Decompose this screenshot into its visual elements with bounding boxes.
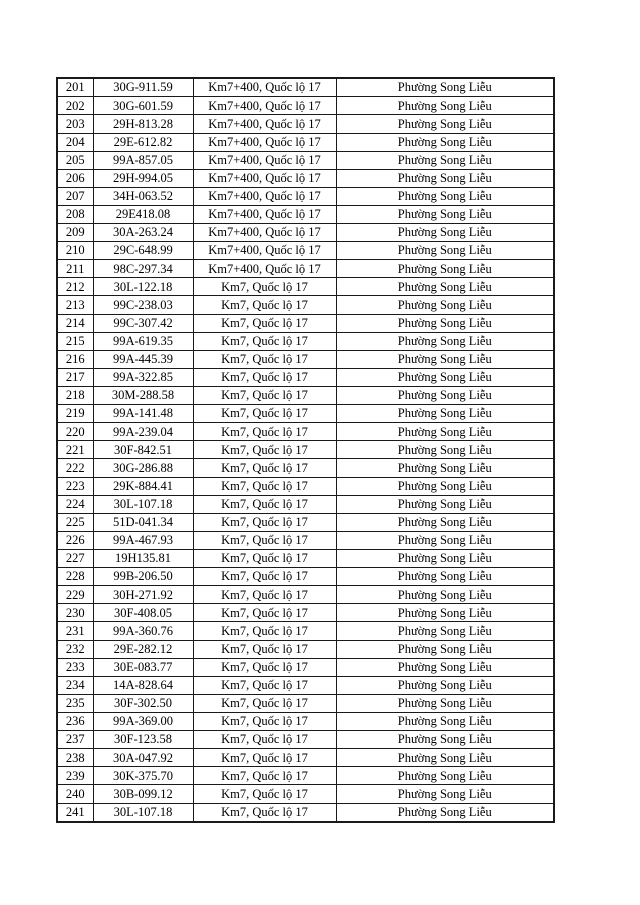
table-row [57, 441, 554, 459]
table-row [57, 586, 554, 604]
cell-license-plate: 30H-271.92 [93, 586, 193, 604]
cell-ward: Phường Song Liễu [336, 785, 554, 803]
cell-location: Km7, Quốc lộ 17 [193, 459, 336, 477]
cell-license-plate: 30F-842.51 [93, 441, 193, 459]
cell-license-plate: 30M-288.58 [93, 387, 193, 405]
table-row [57, 278, 554, 296]
table-row [57, 169, 554, 187]
cell-license-plate: 29K-884.41 [93, 477, 193, 495]
table-row [57, 803, 554, 822]
cell-location: Km7, Quốc lộ 17 [193, 332, 336, 350]
cell-ward: Phường Song Liễu [336, 368, 554, 386]
cell-ward: Phường Song Liễu [336, 586, 554, 604]
cell-location: Km7, Quốc lộ 17 [193, 803, 336, 822]
cell-ward: Phường Song Liễu [336, 731, 554, 749]
table-row [57, 296, 554, 314]
cell-row-number: 212 [57, 278, 93, 296]
cell-row-number: 239 [57, 767, 93, 785]
cell-ward: Phường Song Liễu [336, 242, 554, 260]
cell-ward: Phường Song Liễu [336, 405, 554, 423]
cell-row-number: 227 [57, 550, 93, 568]
cell-row-number: 203 [57, 115, 93, 133]
cell-ward: Phường Song Liễu [336, 477, 554, 495]
cell-row-number: 231 [57, 622, 93, 640]
cell-license-plate: 29H-994.05 [93, 169, 193, 187]
cell-row-number: 217 [57, 368, 93, 386]
cell-license-plate: 30E-083.77 [93, 658, 193, 676]
table-row [57, 459, 554, 477]
cell-ward: Phường Song Liễu [336, 78, 554, 97]
cell-row-number: 226 [57, 531, 93, 549]
cell-ward: Phường Song Liễu [336, 169, 554, 187]
cell-ward: Phường Song Liễu [336, 713, 554, 731]
cell-license-plate: 99A-619.35 [93, 332, 193, 350]
table-row [57, 151, 554, 169]
cell-license-plate: 30L-107.18 [93, 803, 193, 822]
cell-license-plate: 30A-263.24 [93, 224, 193, 242]
cell-license-plate: 99A-445.39 [93, 350, 193, 368]
cell-ward: Phường Song Liễu [336, 423, 554, 441]
cell-location: Km7+400, Quốc lộ 17 [193, 169, 336, 187]
table-row [57, 513, 554, 531]
cell-license-plate: 29H-813.28 [93, 115, 193, 133]
table-row [57, 713, 554, 731]
cell-location: Km7, Quốc lộ 17 [193, 495, 336, 513]
cell-location: Km7, Quốc lộ 17 [193, 604, 336, 622]
cell-location: Km7, Quốc lộ 17 [193, 423, 336, 441]
cell-license-plate: 30L-107.18 [93, 495, 193, 513]
cell-license-plate: 99A-141.48 [93, 405, 193, 423]
cell-location: Km7, Quốc lộ 17 [193, 640, 336, 658]
cell-row-number: 216 [57, 350, 93, 368]
cell-row-number: 237 [57, 731, 93, 749]
cell-location: Km7, Quốc lộ 17 [193, 731, 336, 749]
cell-location: Km7, Quốc lộ 17 [193, 314, 336, 332]
table-row [57, 115, 554, 133]
cell-location: Km7+400, Quốc lộ 17 [193, 224, 336, 242]
cell-row-number: 235 [57, 694, 93, 712]
cell-location: Km7, Quốc lộ 17 [193, 658, 336, 676]
cell-row-number: 202 [57, 97, 93, 115]
cell-location: Km7, Quốc lộ 17 [193, 387, 336, 405]
cell-row-number: 232 [57, 640, 93, 658]
cell-row-number: 218 [57, 387, 93, 405]
cell-location: Km7, Quốc lộ 17 [193, 296, 336, 314]
cell-row-number: 241 [57, 803, 93, 822]
table-row [57, 694, 554, 712]
cell-row-number: 215 [57, 332, 93, 350]
cell-license-plate: 99A-322.85 [93, 368, 193, 386]
cell-row-number: 236 [57, 713, 93, 731]
cell-location: Km7, Quốc lộ 17 [193, 441, 336, 459]
cell-location: Km7+400, Quốc lộ 17 [193, 115, 336, 133]
cell-license-plate: 99C-307.42 [93, 314, 193, 332]
cell-license-plate: 29E-282.12 [93, 640, 193, 658]
cell-license-plate: 51D-041.34 [93, 513, 193, 531]
table-row [57, 622, 554, 640]
cell-location: Km7, Quốc lộ 17 [193, 513, 336, 531]
table-row [57, 767, 554, 785]
cell-ward: Phường Song Liễu [336, 550, 554, 568]
table-row [57, 205, 554, 223]
cell-ward: Phường Song Liễu [336, 749, 554, 767]
table-row [57, 133, 554, 151]
cell-license-plate: 99A-360.76 [93, 622, 193, 640]
cell-ward: Phường Song Liễu [336, 350, 554, 368]
cell-license-plate: 34H-063.52 [93, 187, 193, 205]
cell-ward: Phường Song Liễu [336, 441, 554, 459]
table-row [57, 550, 554, 568]
cell-location: Km7+400, Quốc lộ 17 [193, 260, 336, 278]
table-row [57, 350, 554, 368]
cell-license-plate: 99C-238.03 [93, 296, 193, 314]
cell-license-plate: 30K-375.70 [93, 767, 193, 785]
cell-ward: Phường Song Liễu [336, 622, 554, 640]
table-row [57, 224, 554, 242]
cell-license-plate: 29E-612.82 [93, 133, 193, 151]
cell-row-number: 210 [57, 242, 93, 260]
cell-row-number: 214 [57, 314, 93, 332]
cell-location: Km7+400, Quốc lộ 17 [193, 242, 336, 260]
cell-row-number: 228 [57, 568, 93, 586]
cell-ward: Phường Song Liễu [336, 495, 554, 513]
cell-ward: Phường Song Liễu [336, 513, 554, 531]
cell-license-plate: 99A-239.04 [93, 423, 193, 441]
table-row [57, 531, 554, 549]
cell-location: Km7, Quốc lộ 17 [193, 368, 336, 386]
cell-location: Km7, Quốc lộ 17 [193, 586, 336, 604]
cell-row-number: 240 [57, 785, 93, 803]
table-row [57, 405, 554, 423]
cell-row-number: 201 [57, 78, 93, 97]
table-row [57, 242, 554, 260]
table-body [57, 78, 554, 822]
cell-license-plate: 30L-122.18 [93, 278, 193, 296]
cell-row-number: 204 [57, 133, 93, 151]
cell-license-plate: 30F-408.05 [93, 604, 193, 622]
cell-ward: Phường Song Liễu [336, 115, 554, 133]
cell-ward: Phường Song Liễu [336, 604, 554, 622]
cell-license-plate: 30G-601.59 [93, 97, 193, 115]
cell-location: Km7+400, Quốc lộ 17 [193, 187, 336, 205]
cell-location: Km7, Quốc lộ 17 [193, 278, 336, 296]
cell-license-plate: 30F-123.58 [93, 731, 193, 749]
cell-row-number: 229 [57, 586, 93, 604]
cell-row-number: 206 [57, 169, 93, 187]
cell-license-plate: 30B-099.12 [93, 785, 193, 803]
cell-location: Km7+400, Quốc lộ 17 [193, 205, 336, 223]
cell-row-number: 225 [57, 513, 93, 531]
cell-row-number: 233 [57, 658, 93, 676]
cell-ward: Phường Song Liễu [336, 459, 554, 477]
table-row [57, 332, 554, 350]
cell-row-number: 238 [57, 749, 93, 767]
cell-ward: Phường Song Liễu [336, 694, 554, 712]
cell-ward: Phường Song Liễu [336, 767, 554, 785]
cell-row-number: 223 [57, 477, 93, 495]
cell-ward: Phường Song Liễu [336, 97, 554, 115]
cell-location: Km7, Quốc lộ 17 [193, 622, 336, 640]
cell-location: Km7, Quốc lộ 17 [193, 550, 336, 568]
cell-license-plate: 30F-302.50 [93, 694, 193, 712]
cell-license-plate: 30G-286.88 [93, 459, 193, 477]
cell-location: Km7, Quốc lộ 17 [193, 350, 336, 368]
cell-location: Km7, Quốc lộ 17 [193, 568, 336, 586]
cell-row-number: 211 [57, 260, 93, 278]
cell-row-number: 208 [57, 205, 93, 223]
table-row [57, 604, 554, 622]
cell-row-number: 230 [57, 604, 93, 622]
cell-ward: Phường Song Liễu [336, 187, 554, 205]
table-row [57, 78, 554, 97]
cell-ward: Phường Song Liễu [336, 568, 554, 586]
cell-location: Km7, Quốc lộ 17 [193, 405, 336, 423]
table-row [57, 495, 554, 513]
cell-location: Km7+400, Quốc lộ 17 [193, 133, 336, 151]
cell-license-plate: 99B-206.50 [93, 568, 193, 586]
cell-location: Km7, Quốc lộ 17 [193, 749, 336, 767]
cell-location: Km7+400, Quốc lộ 17 [193, 151, 336, 169]
table-row [57, 731, 554, 749]
cell-location: Km7, Quốc lộ 17 [193, 767, 336, 785]
cell-row-number: 221 [57, 441, 93, 459]
cell-row-number: 213 [57, 296, 93, 314]
cell-row-number: 205 [57, 151, 93, 169]
cell-location: Km7+400, Quốc lộ 17 [193, 97, 336, 115]
cell-location: Km7, Quốc lộ 17 [193, 713, 336, 731]
cell-ward: Phường Song Liễu [336, 314, 554, 332]
cell-license-plate: 30G-911.59 [93, 78, 193, 97]
cell-location: Km7, Quốc lộ 17 [193, 676, 336, 694]
cell-location: Km7, Quốc lộ 17 [193, 531, 336, 549]
cell-row-number: 224 [57, 495, 93, 513]
cell-ward: Phường Song Liễu [336, 151, 554, 169]
table-row [57, 423, 554, 441]
table-row [57, 640, 554, 658]
cell-ward: Phường Song Liễu [336, 387, 554, 405]
table-row [57, 785, 554, 803]
cell-license-plate: 30A-047.92 [93, 749, 193, 767]
table-row [57, 314, 554, 332]
cell-license-plate: 99A-369.00 [93, 713, 193, 731]
table-row [57, 187, 554, 205]
cell-location: Km7, Quốc lộ 17 [193, 694, 336, 712]
table-row [57, 568, 554, 586]
cell-ward: Phường Song Liễu [336, 803, 554, 822]
table-row [57, 676, 554, 694]
cell-ward: Phường Song Liễu [336, 640, 554, 658]
table-row [57, 658, 554, 676]
cell-license-plate: 19H135.81 [93, 550, 193, 568]
cell-ward: Phường Song Liễu [336, 260, 554, 278]
cell-row-number: 209 [57, 224, 93, 242]
table-row [57, 749, 554, 767]
table-row [57, 477, 554, 495]
cell-row-number: 234 [57, 676, 93, 694]
cell-ward: Phường Song Liễu [336, 205, 554, 223]
cell-ward: Phường Song Liễu [336, 332, 554, 350]
cell-ward: Phường Song Liễu [336, 296, 554, 314]
cell-location: Km7, Quốc lộ 17 [193, 477, 336, 495]
cell-ward: Phường Song Liễu [336, 676, 554, 694]
table-row [57, 387, 554, 405]
cell-license-plate: 14A-828.64 [93, 676, 193, 694]
violation-table [56, 77, 555, 823]
cell-license-plate: 29C-648.99 [93, 242, 193, 260]
cell-ward: Phường Song Liễu [336, 278, 554, 296]
cell-row-number: 220 [57, 423, 93, 441]
cell-row-number: 219 [57, 405, 93, 423]
cell-license-plate: 99A-467.93 [93, 531, 193, 549]
cell-row-number: 207 [57, 187, 93, 205]
cell-ward: Phường Song Liễu [336, 133, 554, 151]
table-row [57, 97, 554, 115]
cell-ward: Phường Song Liễu [336, 224, 554, 242]
cell-location: Km7+400, Quốc lộ 17 [193, 78, 336, 97]
cell-ward: Phường Song Liễu [336, 658, 554, 676]
cell-license-plate: 29E418.08 [93, 205, 193, 223]
table-row [57, 260, 554, 278]
cell-license-plate: 98C-297.34 [93, 260, 193, 278]
cell-row-number: 222 [57, 459, 93, 477]
cell-ward: Phường Song Liễu [336, 531, 554, 549]
cell-location: Km7, Quốc lộ 17 [193, 785, 336, 803]
table-row [57, 368, 554, 386]
cell-license-plate: 99A-857.05 [93, 151, 193, 169]
